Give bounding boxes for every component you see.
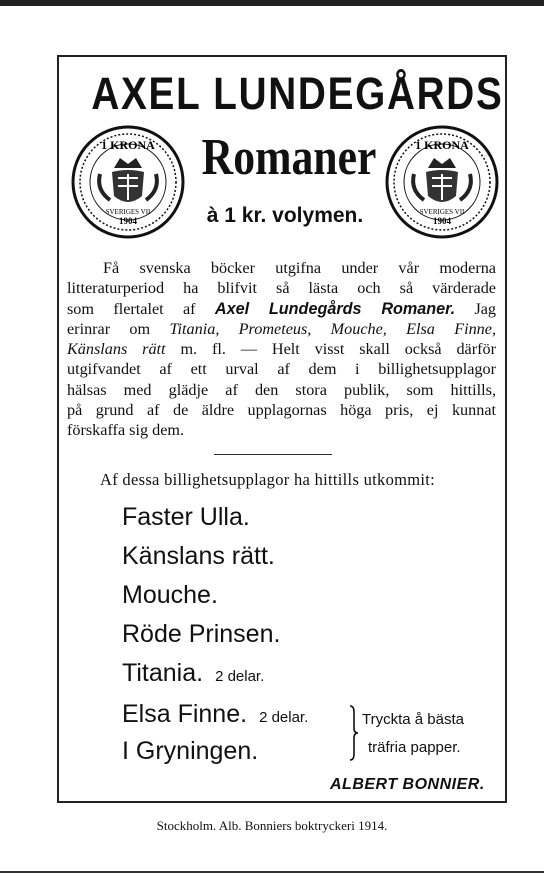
body-paragraph (67, 258, 496, 441)
top-edge-rule (0, 0, 544, 6)
page-subtitle: Romaner (201, 129, 377, 186)
paragraph-line: förskaffa sig dem. (67, 421, 185, 440)
paper-note-line: träfria papper. (368, 739, 461, 756)
paragraph-line: utgifvandet af ett urval af dem i billighetsupplagor (67, 360, 496, 379)
brace-icon (346, 704, 360, 762)
coin-top-text: 1 KRONA (415, 138, 469, 152)
krona-coin-icon (384, 124, 500, 240)
coin-top-text: 1 KRONA (101, 138, 155, 152)
list-intro: Af dessa billighetsupplagor ha hittills utkommit: (100, 470, 436, 489)
book-item: Elsa Finne. 2 delar. (122, 700, 309, 728)
paper-note-line: Tryckta å bästa (362, 711, 464, 728)
paragraph-line: hälsas med glädje af den stora publik, som hittills, (67, 380, 496, 399)
publisher-name: ALBERT BONNIER. (330, 776, 485, 793)
coin-bottom-text: SVERIGES VII (419, 208, 465, 216)
paragraph-line: litteraturperiod ha blifvit så lästa och så värderade (67, 279, 496, 298)
paragraph-line: Känslans rätt m. fl. — Helt visst skall också därför (67, 340, 497, 359)
krona-coin-icon (70, 124, 186, 240)
author-series-name: Axel Lundegårds Romaner. (214, 299, 456, 318)
book-parts: 2 delar. (215, 668, 265, 685)
book-item: Känslans rätt. (122, 542, 275, 570)
book-parts: 2 delar. (259, 709, 309, 726)
paragraph-line: på grund af de äldre upplagornas höga pris, ej kunnat (67, 401, 496, 420)
book-item: Mouche. (122, 581, 218, 609)
paragraph-line: erinrar om Titania, Prometeus, Mouche, Elsa Finne, (67, 319, 497, 338)
book-item: Faster Ulla. (122, 503, 250, 531)
coin-bottom-text: SVERIGES VII (105, 208, 151, 216)
book-item: I Gryningen. (122, 737, 259, 765)
book-title-italic: Känslans rätt (67, 340, 166, 359)
paragraph-line: Få svenska böcker utgifna under vår moderna (103, 259, 496, 277)
paragraph-line: som flertalet af Axel Lundegårds Romaner. Jag (67, 299, 497, 318)
coin-year-text: 1904 (433, 216, 451, 226)
page-title: AXEL LUNDEGÅRDS (91, 68, 504, 119)
bottom-edge-rule (0, 871, 544, 873)
divider (214, 454, 332, 455)
book-item: Röde Prinsen. (122, 620, 281, 648)
price-text: à 1 kr. volymen. (206, 204, 364, 227)
book-titles-italic: Titania, Prometeus, Mouche, Elsa Finne, (169, 319, 497, 338)
book-item: Titania. 2 delar. (122, 659, 265, 687)
coin-year-text: 1904 (119, 216, 137, 226)
printer-footer: Stockholm. Alb. Bonniers boktryckeri 1914. (156, 818, 388, 833)
